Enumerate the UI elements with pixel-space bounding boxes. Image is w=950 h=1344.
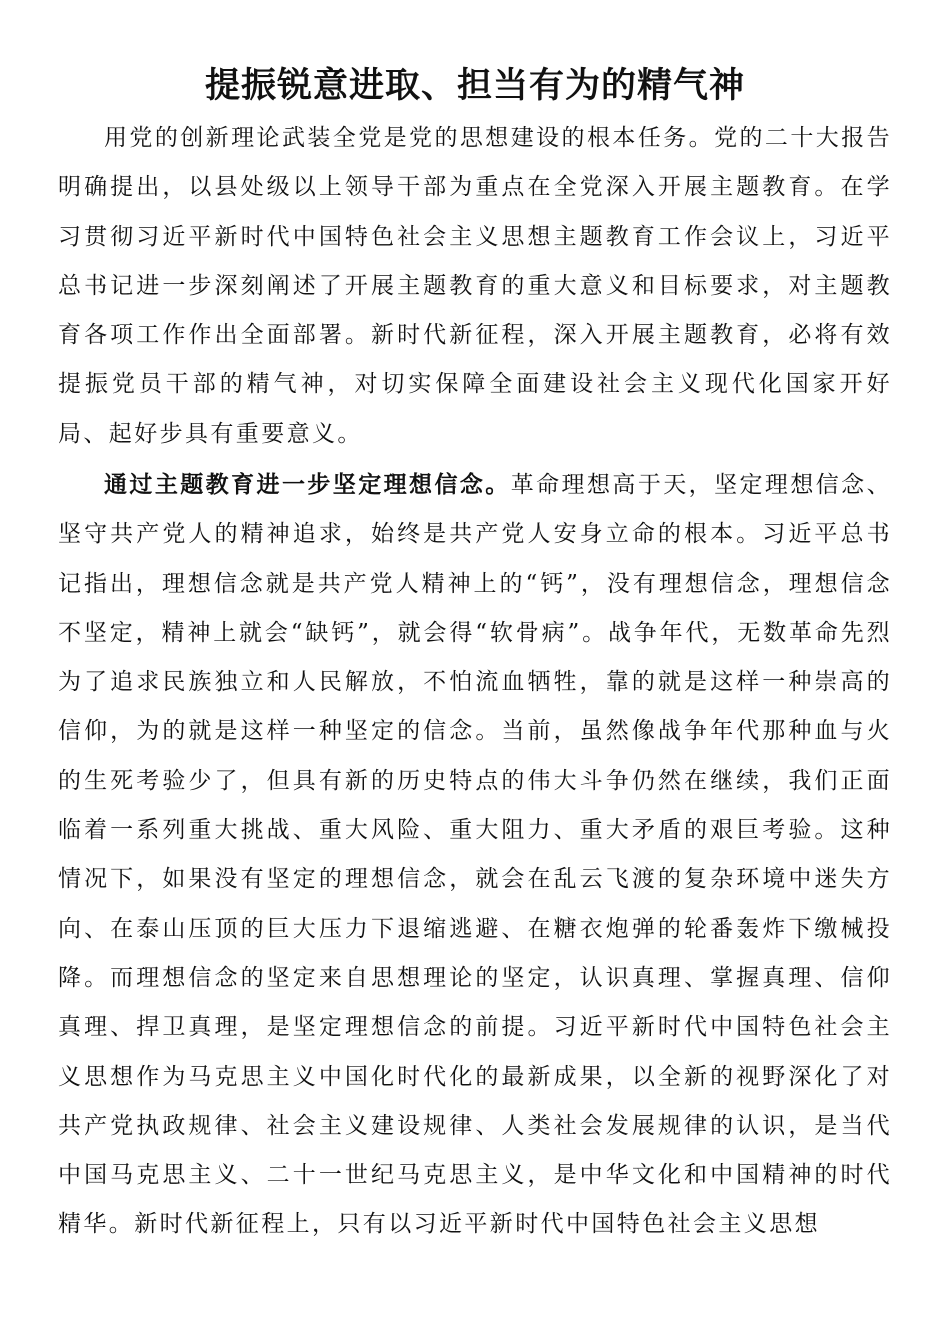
- paragraph-ideals: [58, 460, 892, 1250]
- paragraph-intro: [58, 114, 892, 459]
- document-title: 提振锐意进取、担当有为的精气神: [204, 65, 745, 106]
- paragraph-ideals-text: 革命理想高于天，坚定理想信念、坚守共产党人的精神追求，始终是共产党人安身立命的根本。习近平总书记指出，理想信念就是共产党人精神上的“钙”，没有理想信念，理想信念不坚定，精神上就会“缺钙”，就会得“软骨病”。战争年代，无数革命先烈为了追求民族独立和人民解放，不怕流血牺牲，靠的就是这样一种崇高的信仰，为的就是这样一种坚定的信念。当前，虽然像战争年代那种血与火的生死考验少了，但具有新的历史特点的伟大斗争仍然在继续，我们正面临着一系列重大挑战、重大风险、重大阻力、重大矛盾的艰巨考验。这种情况下，如果没有坚定的理想信念，就会在乱云飞渡的复杂环境中迷失方向、在泰山压顶的巨大压力下退缩逃避、在糖衣炮弹的轮番轰炸下缴械投降。而理想信念的坚定来自思想理论的坚定，认识真理、掌握真理、信仰真理、捍卫真理，是坚定理想信念的前提。习近平新时代中国特色社会主义思想作为马克思主义中国化时代化的最新成果，以全新的视野深化了对共产党执政规律、社会主义建设规律、人类社会发展规律的认识，是当代中国马克思主义、二十一世纪马克思主义，是中华文化和中国精神的时代精华。新时代新征程上，只有以习近平新时代中国特色社会主义思想: [58, 472, 892, 1238]
- paragraph-intro-text: 用党的创新理论武装全党是党的思想建设的根本任务。党的二十大报告明确提出，以县处级以上领导干部为重点在全党深入开展主题教育。在学习贯彻习近平新时代中国特色社会主义思想主题教育工作会议上，习近平总书记进一步深刻阐述了开展主题教育的重大意义和目标要求，对主题教育各项工作作出全面部署。新时代新征程，深入开展主题教育，必将有效提振党员干部的精气神，对切实保障全面建设社会主义现代化国家开好局、起好步具有重要意义。: [58, 125, 892, 447]
- paragraph-lead-heading: 通过主题教育进一步坚定理想信念。: [104, 471, 511, 498]
